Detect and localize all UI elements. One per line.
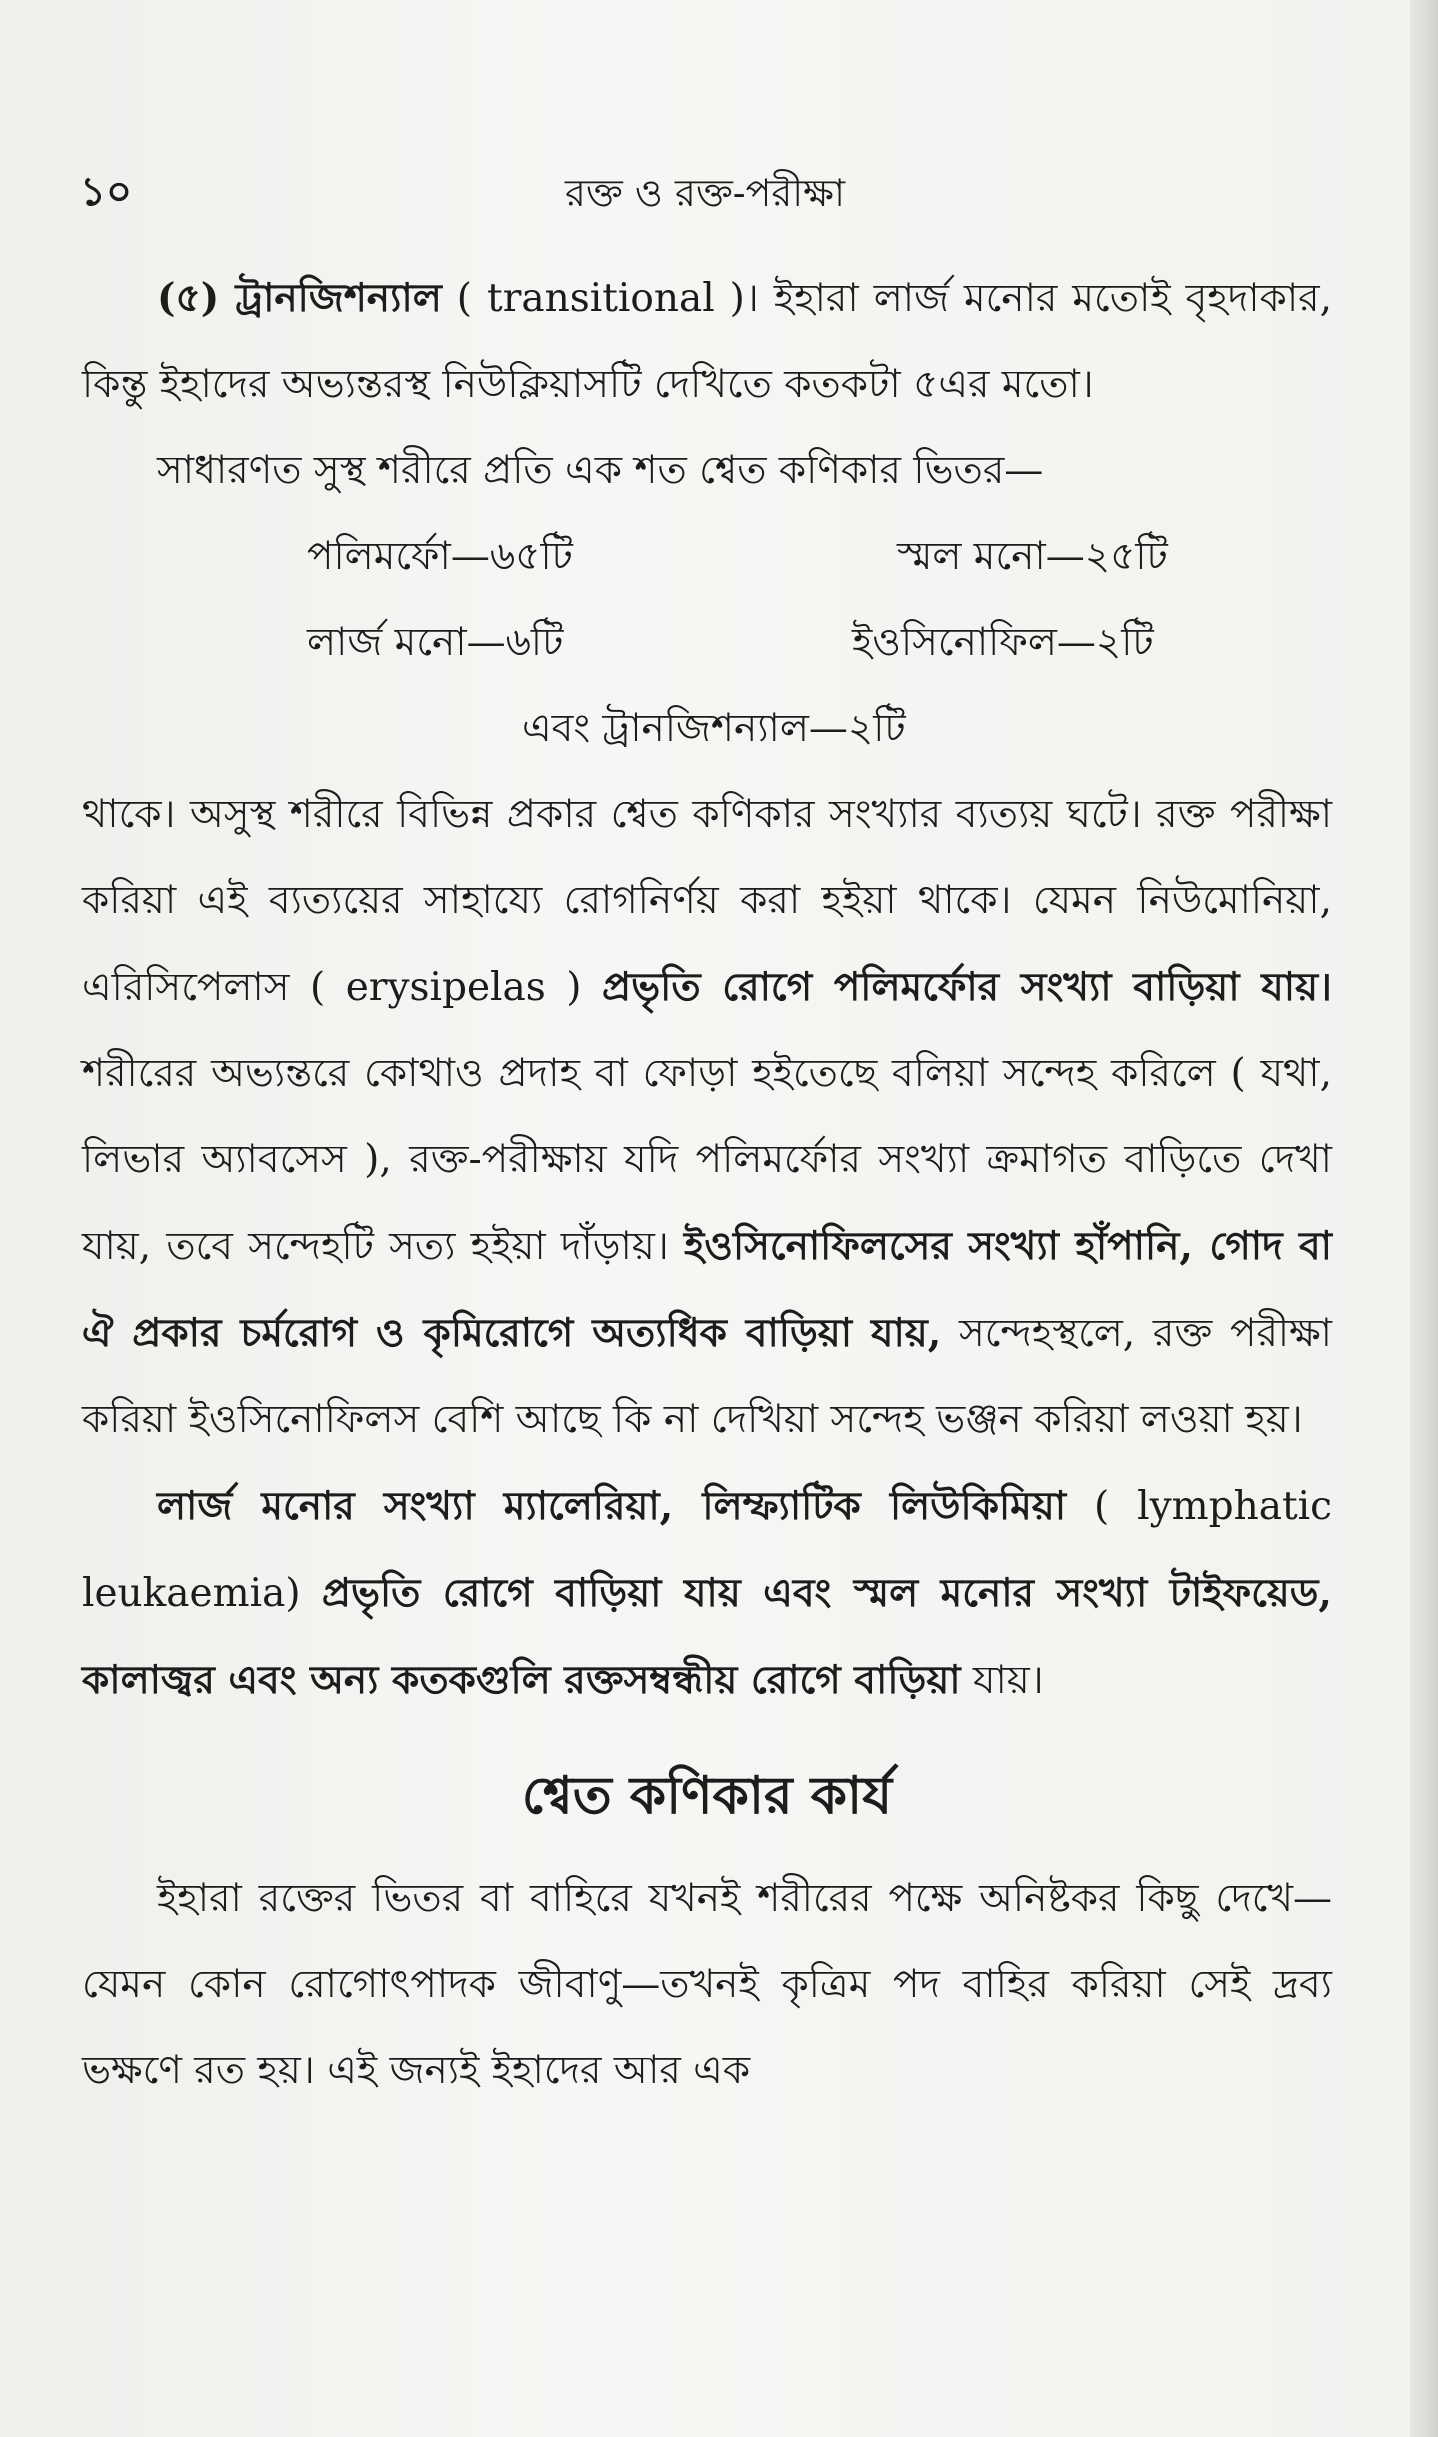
- paragraph-normal-count-intro: সাধারণত সুস্থ শরীরে প্রতি এক শত শ্বেত কণিকার ভিতর—: [157, 448, 1044, 493]
- count-small-mono: স্মল মনো—২৫টি: [897, 534, 1168, 579]
- transitional-text: ( transitional )। ইহারা লার্জ মনোর মতোই বৃহদাকার, কিন্তু ইহাদের অভ্যন্তরস্থ নিউক্লিয়াসটি দেখিতে কতকটা ৫এর মতো।: [82, 276, 1333, 407]
- paragraph-function: ইহারা রক্তের ভিতর বা বাহিরে যখনই শরীরের পক্ষে অনিষ্টকর কিছু দেখে—যেমন কোন রোগোৎপাদক জীবাণু—তখনই কৃত্রিম পদ বাহির করিয়া সেই দ্রব্য ভক্ষণে রত হয়। এই জন্যই ইহাদের আর এক: [82, 1876, 1332, 2093]
- large-mono-bold-1: লার্জ মনোর সংখ্যা ম্যালেরিয়া, লিম্ফ্যাটিক লিউকিমিয়া: [157, 1483, 1067, 1529]
- transitional-heading: (৫) ট্রানজিশন্যাল: [157, 275, 442, 321]
- body-text: [82, 255, 1332, 2114]
- diagnosis-text-3: সন্দেহস্থলে, রক্ত পরীক্ষা করিয়া ইওসিনোফিলস বেশি আছে কি না দেখিয়া সন্দেহ ভঞ্জন করিয়া লওয়া হয়।: [82, 1311, 1332, 1442]
- diagnosis-text-1: থাকে। অসুস্থ শরীরে বিভিন্ন প্রকার শ্বেত কণিকার সংখ্যার ব্যত্যয় ঘটে। রক্ত পরীক্ষা করিয়া এই ব্যত্যয়ের সাহায্যে রোগনির্ণয় করা হইয়া থাকে। যেমন নিউমোনিয়া, এরিসিপেলাস ( erysipelas ): [82, 792, 1332, 1010]
- large-mono-text-1: ( lymphatic leukaemia): [82, 1484, 1332, 1616]
- diagnosis-bold-2: ইওসিনোফিলসের সংখ্যা হাঁপানি, গোদ বা ঐ প্রকার চর্মরোগ ও কৃমিরোগে অত্যধিক বাড়িয়া যায়,: [82, 1223, 1332, 1356]
- paragraph-transitional: [82, 255, 1332, 428]
- count-row-3: [82, 686, 1332, 772]
- page-header: [80, 160, 1330, 220]
- diagnosis-text-2: শরীরের অভ্যন্তরে কোথাও প্রদাহ বা ফোড়া হইতেছে বলিয়া সন্দেহ করিলে ( যথা, লিভার অ্যাবসেস ), রক্ত-পরীক্ষায় যদি পলিমর্ফোর সংখ্যা ক্রমাগত বাড়িতে দেখা যায়, তবে সন্দেহটি সত্য হইয়া দাঁড়ায়।: [82, 1051, 1332, 1269]
- paragraph-large-mono: [82, 1463, 1332, 1724]
- count-polymorph: পলিমর্ফো—৬৫টি: [307, 534, 573, 579]
- large-mono-text-2: যায়।: [960, 1658, 1044, 1703]
- page-number: ১০: [80, 168, 132, 215]
- count-large-mono: লার্জ মনো—৬টি: [307, 620, 564, 665]
- section-title: শ্বেত কণিকার কার্য: [521, 1765, 893, 1826]
- large-mono-bold-2: প্রভৃতি রোগে বাড়িয়া যায় এবং স্মল মনোর সংখ্যা টাইফয়েড, কালাজ্বর এবং অন্য কতকগুলি রক্তসম্বন্ধীয় রোগে বাড়িয়া: [82, 1570, 1332, 1703]
- count-row-2: [82, 600, 1332, 686]
- running-head: রক্ত ও রক্ত-পরীক্ষা: [565, 171, 845, 215]
- count-eosinophil: ইওসিনোফিল—২টি: [852, 620, 1154, 665]
- paragraph-diagnosis: [82, 772, 1332, 1463]
- diagnosis-bold-1: প্রভৃতি রোগে পলিমর্ফোর সংখ্যা বাড়িয়া যায়।: [602, 964, 1332, 1010]
- count-transitional: এবং ট্রানজিশন্যাল—২টি: [522, 706, 906, 751]
- page-edge-shadow: [1410, 0, 1438, 2437]
- count-row-1: [82, 514, 1332, 600]
